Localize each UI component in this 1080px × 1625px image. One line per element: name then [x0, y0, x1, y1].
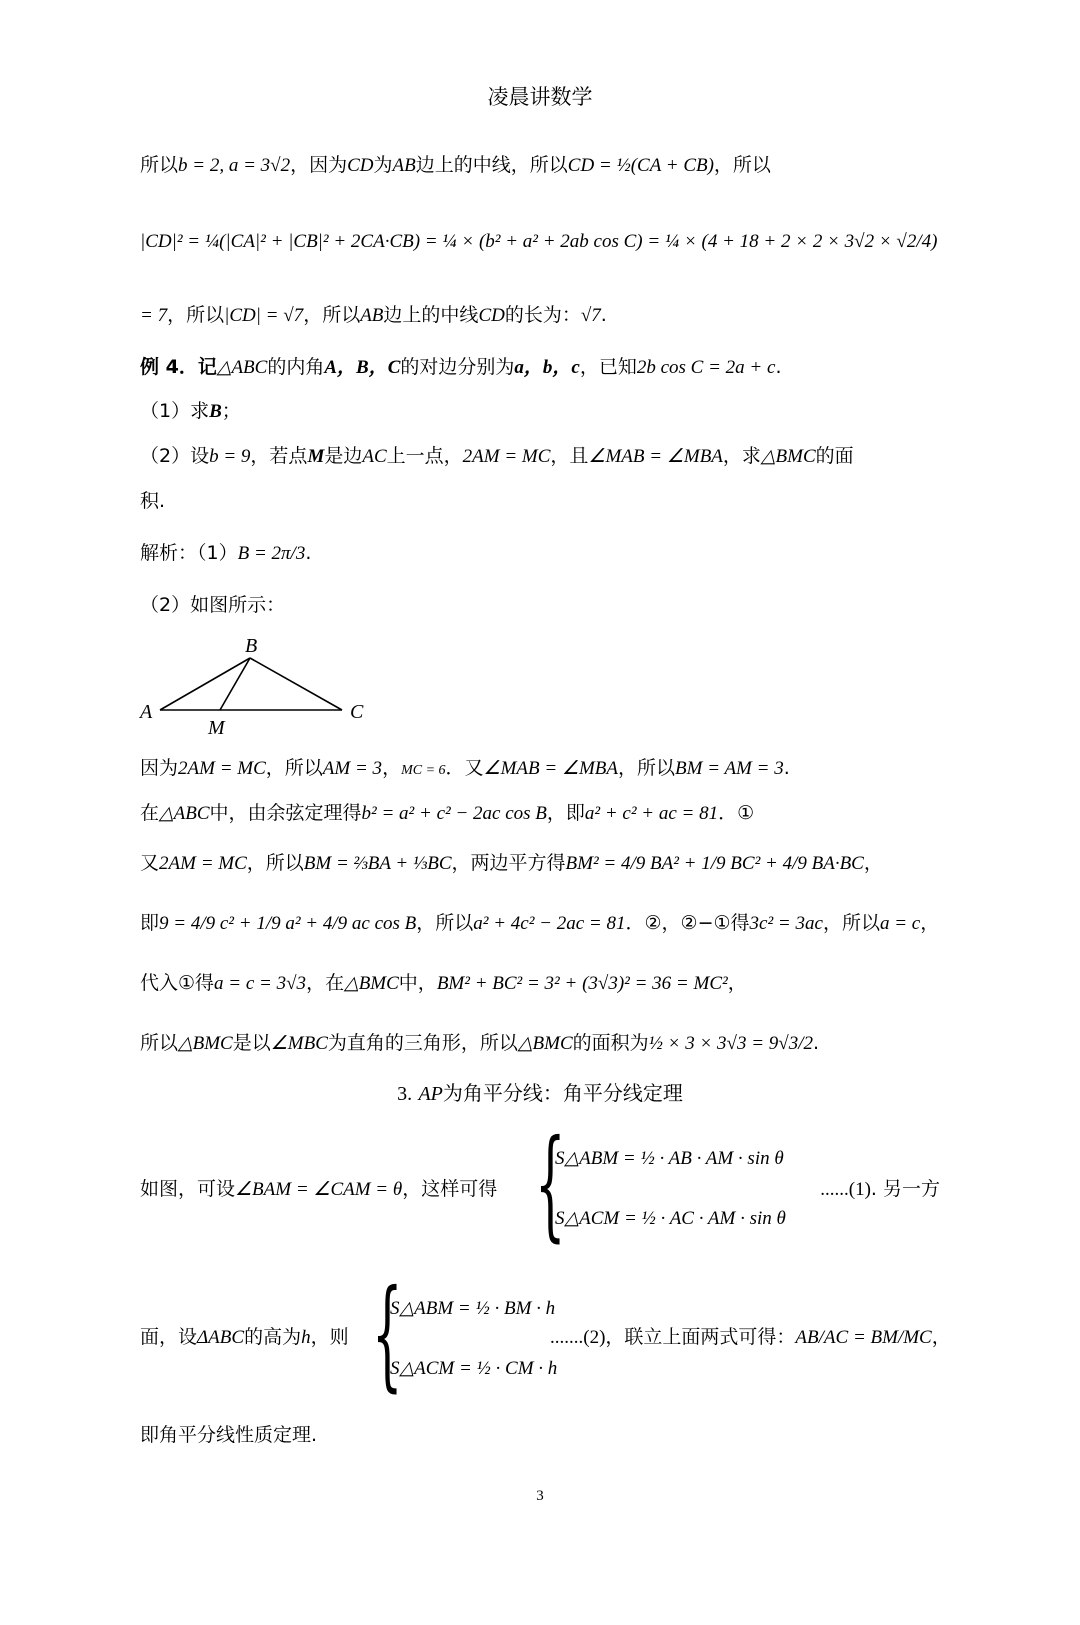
- label-a: A: [140, 701, 153, 723]
- label-b: B: [245, 635, 258, 657]
- text-line-14: 代入①得a = c = 3√3，在△BMC中，BM² + BC² = 3² + (3√3)² = 36 = MC²，: [140, 972, 747, 994]
- segment-ab: [160, 658, 250, 710]
- page-header-title: 凌晨讲数学: [487, 85, 593, 109]
- equation-s-abm-2: S△ABM = ½ · BM · h: [390, 1297, 556, 1319]
- left-brace-system-1: {: [535, 1115, 566, 1254]
- text-line-13: 即9 = 4/9 c² + 1/9 a² + 4/9 ac cos B，所以a² + 4c² − 2ac = 81．②，②−①得3c² = 3ac，所以a = c，: [140, 912, 940, 934]
- triangle-abm-figure: [130, 630, 390, 740]
- text-line-1: 所以b = 2, a = 3√2，因为CD为AB边上的中线，所以CD = ½(CA + CB)，所以: [140, 154, 771, 176]
- solution-part-1: 解析：（1）B = 2π/3.: [140, 542, 312, 564]
- segment-bc: [250, 658, 342, 710]
- text-line-11: 在△ABC中，由余弦定理得b² = a² + c² − 2ac cos B，即a² + c² + ac = 81．①: [140, 802, 755, 824]
- example-4-statement: 例 4．记△ABC的内角A，B，C的对边分别为a，b，c，已知2b cos C = 2a + c.: [140, 356, 782, 378]
- equation-1-label: ......(1). 另一方: [820, 1178, 940, 1200]
- equation-s-acm-1: S△ACM = ½ · AC · AM · sin θ: [555, 1207, 786, 1229]
- equation-system-1: [555, 1128, 786, 1248]
- question-part-2: （2）设b = 9，若点M是边AC上一点，2AM = MC，且∠MAB = ∠MBA，求△BMC的面: [140, 445, 854, 467]
- text-line-18: 即角平分线性质定理.: [140, 1424, 318, 1446]
- question-part-1: （1）求B；: [140, 400, 241, 422]
- question-part-2-cont: 积.: [140, 490, 166, 512]
- equation-s-acm-2: S△ACM = ½ · CM · h: [390, 1357, 558, 1379]
- section-heading-angle-bisector: 3. AP为角平分线：角平分线定理: [397, 1081, 683, 1105]
- text-line-10: 因为2AM = MC，所以AM = 3，MC = 6．又∠MAB = ∠MBA，所以BM = AM = 3.: [140, 757, 790, 779]
- text-line-12: 又2AM = MC，所以BM = ⅔BA + ⅓BC，两边平方得BM² = 4/9 BA² + 1/9 BC² + 4/9 BA·BC，: [140, 852, 883, 874]
- equation-s-abm-1: S△ABM = ½ · AB · AM · sin θ: [555, 1147, 784, 1169]
- text-line-15: 所以△BMC是以∠MBC为直角的三角形，所以△BMC的面积为½ × 3 × 3√3 = 9√3/2.: [140, 1032, 820, 1054]
- solution-part-2-intro: （2）如图所示：: [140, 594, 286, 616]
- equation-2-conclusion: .......(2)，联立上面两式可得：AB/AC = BM/MC，: [550, 1326, 951, 1348]
- formula-line-cd-squared: |CD|² = ¼(|CA|² + |CB|² + 2CA·CB) = ¼ × (b² + a² + 2ab cos C) = ¼ × (4 + 18 + 2 × 2 × 3√2 × √2/4): [140, 231, 938, 252]
- left-brace-system-2: {: [372, 1265, 403, 1404]
- text-line-17: 面，设ΔABC的高为h，则: [140, 1326, 349, 1348]
- label-m: M: [208, 717, 225, 739]
- label-c: C: [350, 701, 364, 723]
- text-line-16: 如图，可设∠BAM = ∠CAM = θ，这样可得: [140, 1178, 498, 1200]
- page-number: 3: [536, 1488, 544, 1504]
- text-line-3: = 7，所以|CD| = √7，所以AB边上的中线CD的长为：√7.: [140, 304, 607, 326]
- equation-system-2: [390, 1278, 557, 1398]
